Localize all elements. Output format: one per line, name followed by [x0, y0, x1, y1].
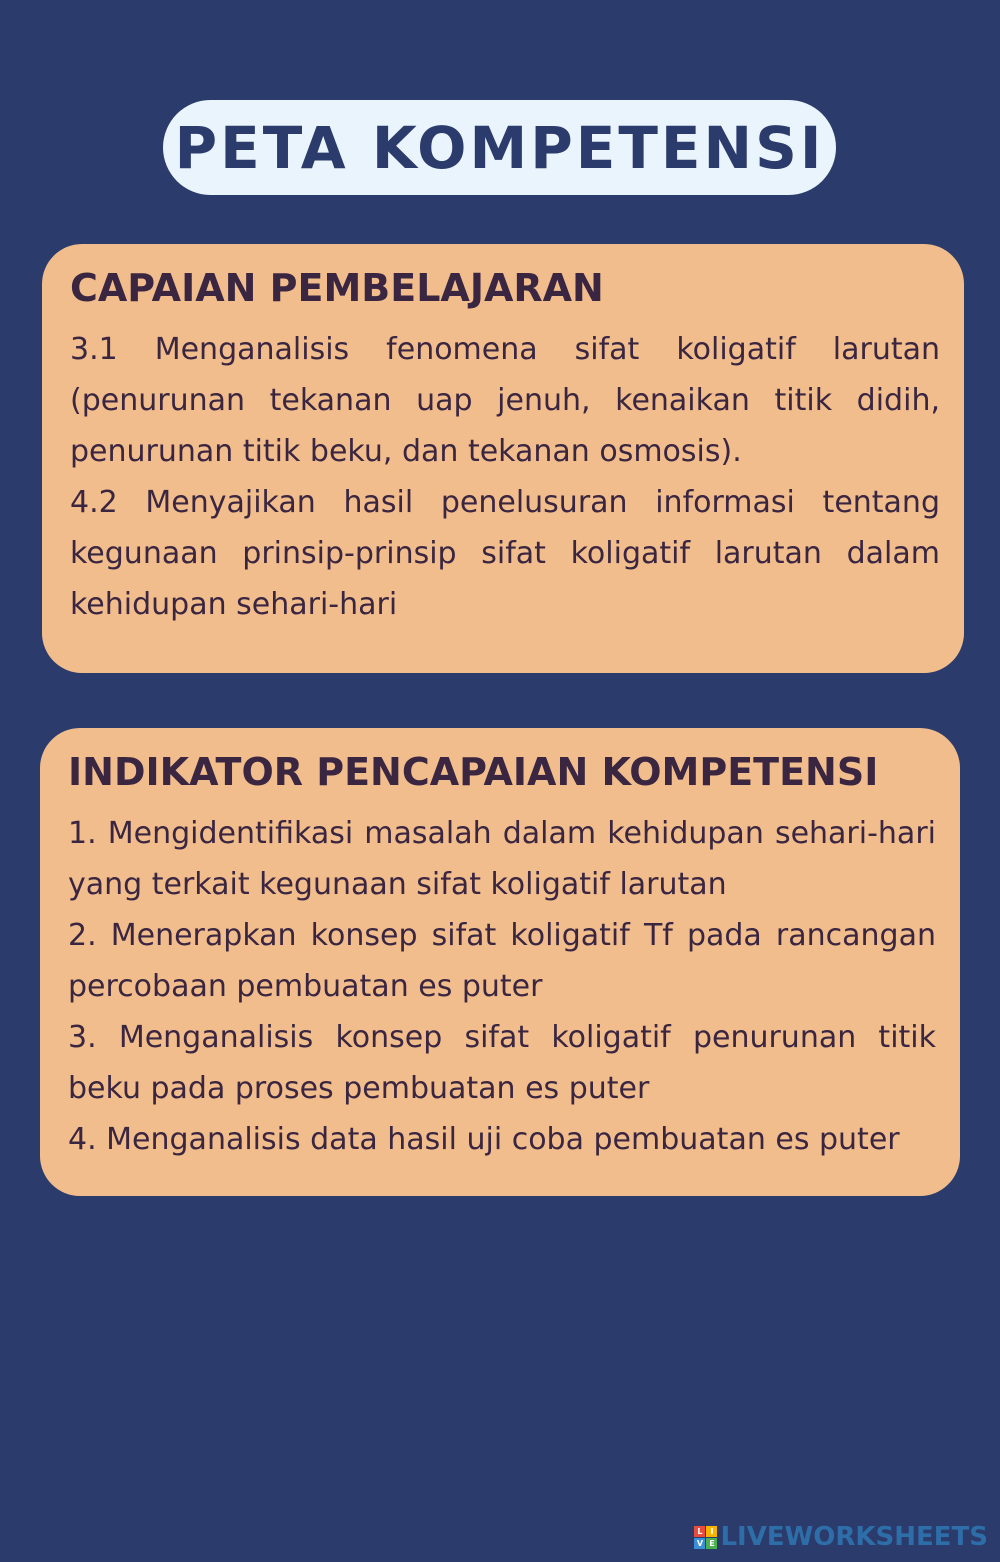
capaian-item: 3.1 Menganalisis fenomena sifat koligatif larutan (penurunan tekanan uap jenuh, kenaikan titik didih, penurunan titik beku, dan tekanan osmosis).	[70, 332, 940, 469]
indikator-card	[40, 728, 960, 1196]
indikator-item: 2. Menerapkan konsep sifat koligatif Tf pada rancangan percobaan pembuatan es puter	[68, 918, 936, 1004]
liveworksheets-logo-icon: L I V E	[694, 1526, 717, 1549]
indikator-item: 1. Mengidentifikasi masalah dalam kehidupan sehari-hari yang terkait kegunaan sifat koligatif larutan	[68, 816, 936, 902]
indikator-heading: INDIKATOR PENCAPAIAN KOMPETENSI	[68, 750, 879, 794]
title-banner	[163, 100, 836, 195]
capaian-heading: CAPAIAN PEMBELAJARAN	[70, 266, 604, 310]
indikator-item: 3. Menganalisis konsep sifat koligatif penurunan titik beku pada proses pembuatan es puter	[68, 1020, 936, 1106]
capaian-pembelajaran-card	[42, 244, 964, 673]
indikator-item: 4. Menganalisis data hasil uji coba pembuatan es puter	[68, 1122, 900, 1157]
liveworksheets-watermark	[694, 1522, 988, 1552]
page-title: PETA KOMPETENSI	[174, 113, 825, 182]
capaian-item: 4.2 Menyajikan hasil penelusuran informasi tentang kegunaan prinsip-prinsip sifat koligatif larutan dalam kehidupan sehari-hari	[70, 485, 940, 622]
watermark-text: LIVEWORKSHEETS	[720, 1522, 988, 1552]
